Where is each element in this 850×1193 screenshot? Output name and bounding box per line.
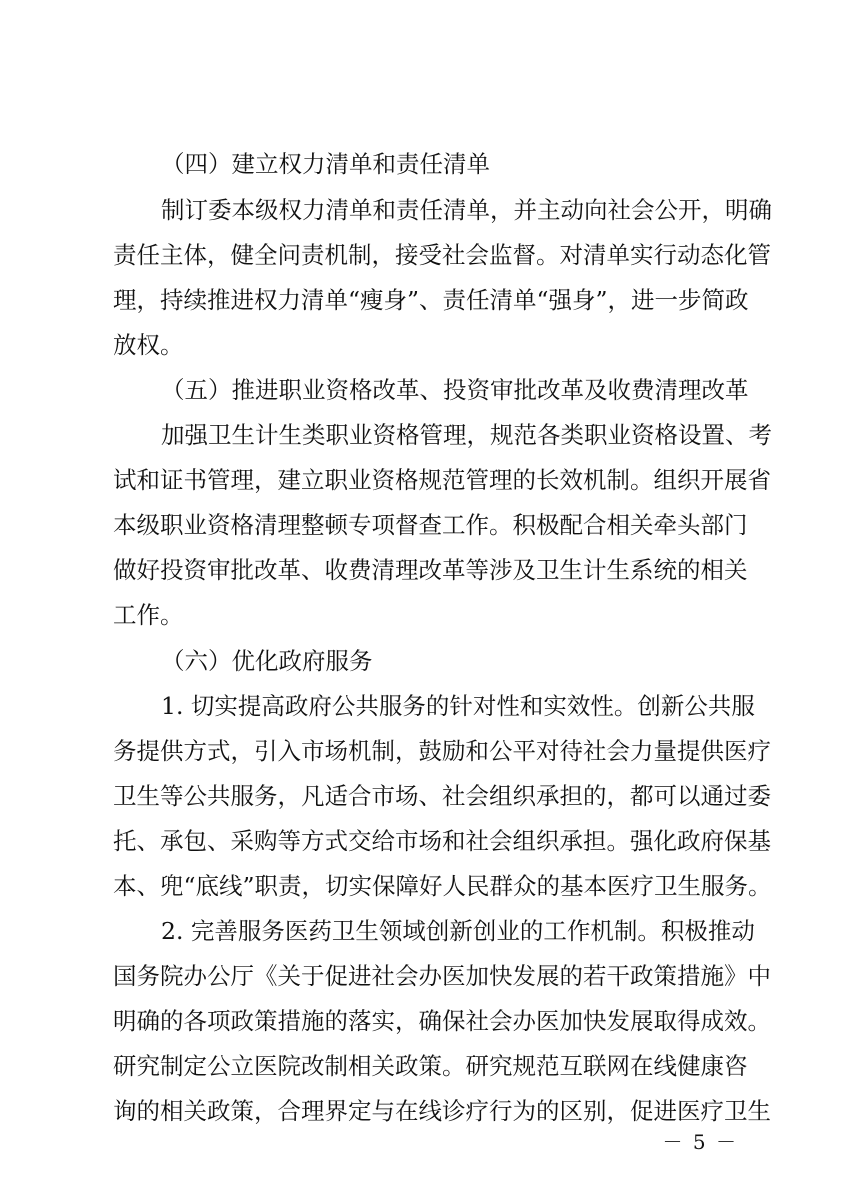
section-5-line-3: 本级职业资格清理整顿专项督查工作。积极配合相关牵头部门 bbox=[113, 511, 748, 539]
section-6-item-2-line-3: 明确的各项政策措施的落实，确保社会办医加快发展取得成效。 bbox=[113, 1007, 771, 1035]
section-4-line-1: 制订委本级权力清单和责任清单，并主动向社会公开，明确 bbox=[161, 196, 772, 224]
section-6-item-2-line-2: 国务院办公厅《关于促进社会办医加快发展的若干政策措施》中 bbox=[113, 962, 771, 990]
section-6-item-1-line-1: 1. 切实提高政府公共服务的针对性和实效性。创新公共服 bbox=[161, 692, 755, 720]
section-6-item-2-line-5: 询的相关政策，合理界定与在线诊疗行为的区别，促进医疗卫生 bbox=[113, 1097, 771, 1125]
section-4-line-3: 理，持续推进权力清单“瘦身”、责任清单“强身”，进一步简政 bbox=[113, 286, 749, 314]
section-6-item-1-line-5: 本、兜“底线”职责，切实保障好人民群众的基本医疗卫生服务。 bbox=[113, 872, 772, 900]
section-6-item-1-line-4: 托、承包、采购等方式交给市场和社会组织承担。强化政府保基 bbox=[113, 827, 771, 855]
section-4-line-2: 责任主体，健全问责机制，接受社会监督。对清单实行动态化管 bbox=[113, 241, 771, 269]
section-5-line-2: 试和证书管理，建立职业资格规范管理的长效机制。组织开展省 bbox=[113, 466, 771, 494]
section-6-item-2-line-1: 2. 完善服务医药卫生领域创新创业的工作机制。积极推动 bbox=[161, 917, 755, 945]
section-5-heading: （五）推进职业资格改革、投资审批改革及收费清理改革 bbox=[161, 376, 749, 404]
section-5-line-4: 做好投资审批改革、收费清理改革等涉及卫生计生系统的相关 bbox=[113, 556, 748, 584]
section-5-line-1: 加强卫生计生类职业资格管理，规范各类职业资格设置、考 bbox=[161, 421, 772, 449]
section-5-line-5: 工作。 bbox=[113, 601, 184, 629]
section-6-item-1-line-2: 务提供方式，引入市场机制，鼓励和公平对待社会力量提供医疗 bbox=[113, 737, 771, 765]
section-4-line-4: 放权。 bbox=[113, 331, 184, 359]
section-6-heading: （六）优化政府服务 bbox=[161, 647, 373, 675]
page-number: － 5 － bbox=[662, 1130, 738, 1154]
section-6-item-1-line-3: 卫生等公共服务，凡适合市场、社会组织承担的，都可以通过委 bbox=[113, 782, 771, 810]
section-6-item-2-line-4: 研究制定公立医院改制相关政策。研究规范互联网在线健康咨 bbox=[113, 1052, 748, 1080]
section-4-heading: （四）建立权力清单和责任清单 bbox=[161, 150, 490, 178]
